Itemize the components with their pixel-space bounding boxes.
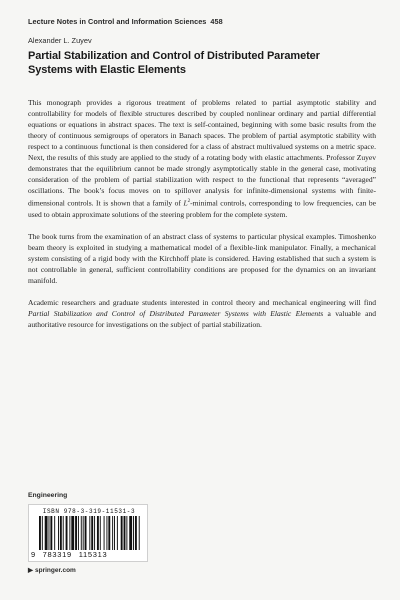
- barcode-bar: [71, 516, 74, 550]
- barcode-bar: [78, 516, 79, 550]
- publisher-url-text: springer.com: [35, 567, 76, 574]
- barcode-bar: [135, 516, 137, 550]
- barcode-bar: [100, 516, 101, 550]
- blurb-text: [28, 97, 376, 330]
- barcode-box: [28, 504, 148, 562]
- barcode-digits: [31, 550, 145, 559]
- barcode-bar: [108, 516, 110, 550]
- barcode-right-digits: 115313: [78, 550, 108, 559]
- subject-category: Engineering: [28, 492, 68, 499]
- blurb-p3-title: Partial Stabilization and Control of Distributed Parameter Systems with Elastic Elements: [28, 308, 324, 318]
- barcode-bar: [129, 516, 132, 550]
- barcode-bar: [58, 516, 59, 550]
- barcode-bar: [66, 516, 68, 550]
- blurb-paragraph-1: [28, 97, 376, 220]
- blurb-p3-start: Academic researchers and graduate students interested in control theory and mechanical engineering will find: [28, 297, 376, 307]
- blurb-p1-superscript: 2: [187, 199, 191, 204]
- barcode-bar: [97, 516, 99, 550]
- arrow-icon: ▶: [28, 567, 33, 574]
- barcode-bar: [45, 516, 48, 550]
- barcode-bar: [104, 516, 105, 550]
- book-title: Partial Stabilization and Control of Distributed Parameter Systems with Elastic Elements: [28, 50, 320, 76]
- barcode-image: [38, 516, 142, 550]
- barcode-bar: [114, 516, 115, 550]
- isbn-label: ISBN 978-3-319-11531-3: [42, 508, 136, 515]
- series-line: [28, 17, 223, 26]
- blurb-p3-end: a valuable and authoritative resource for investigations on the subject of partial stabilization.: [28, 308, 376, 329]
- barcode-bar: [94, 516, 95, 550]
- barcode-bar: [81, 516, 82, 550]
- barcode-bar: [39, 516, 41, 550]
- blurb-p1-text: This monograph provides a rigorous treatment of problems related to partial asymptotic stability and controllability for models of flexible structures described by coupled nonlinear ordinary and partial differential equations or equations in abstract spaces. The text is self-contained, beginning with some basic results from the theory of continuous semigroups of operators in Banach spaces. The problem of partial asymptotic stability with respect to a continuous functional is then considered for a class of abstract multivalued systems on a metric space. Next, the results of this study are applied to the study of a rotating body with elastic attachments. Professor Zuyev demonstrates that the equilibrium cannot be made strongly asymptotically stable in the general case, motivating consideration of the problem of partial stabilization with respect to the functional that represents “averaged” oscillations. The book’s focus moves on to spillover analysis for infinite-dimensional systems with finite-dimensional controls. It is shown that a family of: [28, 98, 376, 208]
- barcode-bar: [69, 516, 70, 550]
- barcode-bar: [89, 516, 90, 550]
- publisher-url: [28, 566, 76, 574]
- blurb-p1-math: L: [183, 198, 188, 208]
- series-number: 458: [210, 17, 223, 26]
- barcode-lead-digit: 9: [31, 550, 36, 559]
- barcode-bar: [42, 516, 43, 550]
- barcode-bar: [139, 516, 140, 550]
- barcode-bar: [117, 516, 118, 550]
- barcode-bar: [106, 516, 107, 550]
- barcode-bar: [133, 516, 134, 550]
- barcode-bar: [49, 516, 50, 550]
- barcode-bar: [121, 516, 123, 550]
- author-name: Alexander L. Zuyev: [28, 36, 92, 45]
- barcode-bar: [85, 516, 87, 550]
- barcode-bar: [83, 516, 84, 550]
- barcode-bar: [126, 516, 127, 550]
- barcode-bar: [112, 516, 113, 550]
- barcode-bar: [54, 516, 55, 550]
- barcode-bar: [75, 516, 77, 550]
- barcode-bar: [91, 516, 93, 550]
- blurb-paragraph-3: [28, 297, 376, 330]
- barcode-bar: [60, 516, 62, 550]
- series-name: Lecture Notes in Control and Information Sciences: [28, 17, 207, 26]
- barcode-bar: [50, 516, 52, 550]
- barcode-bar: [124, 516, 126, 550]
- blurb-p1-end: -minimal controls, corresponding to low frequencies, can be used to obtain approximate solutions of the steering problem for the complete system.: [28, 198, 377, 219]
- barcode-bar: [63, 516, 64, 550]
- barcode-left-digits: 783319: [42, 550, 72, 559]
- blurb-paragraph-2: The book turns from the examination of an abstract class of systems to particular physical examples. Timoshenko beam theory is exploited in studying a mathematical model of a flexible-link manipulator. Finally, a mechanical system consisting of a rigid body with the Kirchhoff plate is considered. Having established that such a system is not controllable in general, sufficient controllability conditions are proposed for the dynamics on an invariant manifold.: [28, 231, 376, 285]
